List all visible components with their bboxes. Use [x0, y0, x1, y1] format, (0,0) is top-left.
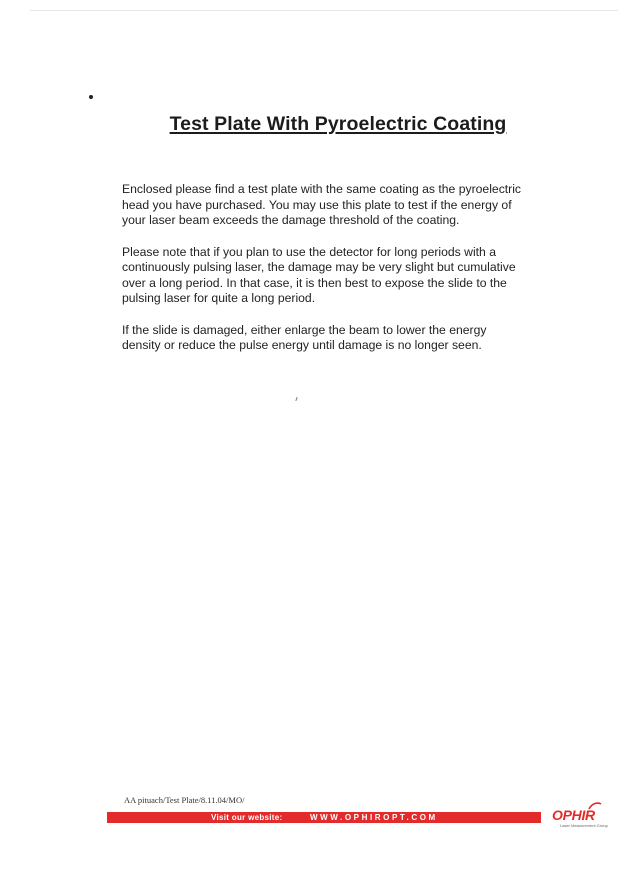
website-banner — [107, 812, 541, 823]
scan-speck-mark — [295, 397, 297, 401]
website-url[interactable]: WWW.OPHIROPT.COM — [310, 813, 438, 822]
paragraph-damage-advice: If the slide is damaged, either enlarge the beam to lower the energy density or reduce the pulse energy until damage is no longer seen. — [122, 322, 487, 352]
logo-tagline: Laser Measurement Group — [560, 823, 608, 828]
page-title: Test Plate With Pyroelectric Coating — [169, 113, 507, 135]
scan-edge — [30, 10, 618, 11]
ophir-logo — [550, 802, 622, 832]
document-reference: AA pituach/Test Plate/8.11.04/MO/ — [124, 795, 245, 805]
website-label: Visit our website: — [211, 813, 283, 822]
paragraph-intro: Enclosed please find a test plate with the same coating as the pyroelectric head you have purchased. You may use this plate to test if the energy of your laser beam exceeds the damage threshold of the coating. — [122, 182, 522, 227]
document-body — [122, 182, 522, 370]
scan-dot-mark — [89, 95, 93, 99]
paragraph-long-use-note: Please note that if you plan to use the detector for long periods with a continuously pulsing laser, the damage may be very slight but cumulative over a long period. In that case, it is then best to expose the slide to the pulsing laser for quite a long period. — [122, 244, 516, 305]
logo-brand-text: OPHIR — [552, 807, 595, 823]
